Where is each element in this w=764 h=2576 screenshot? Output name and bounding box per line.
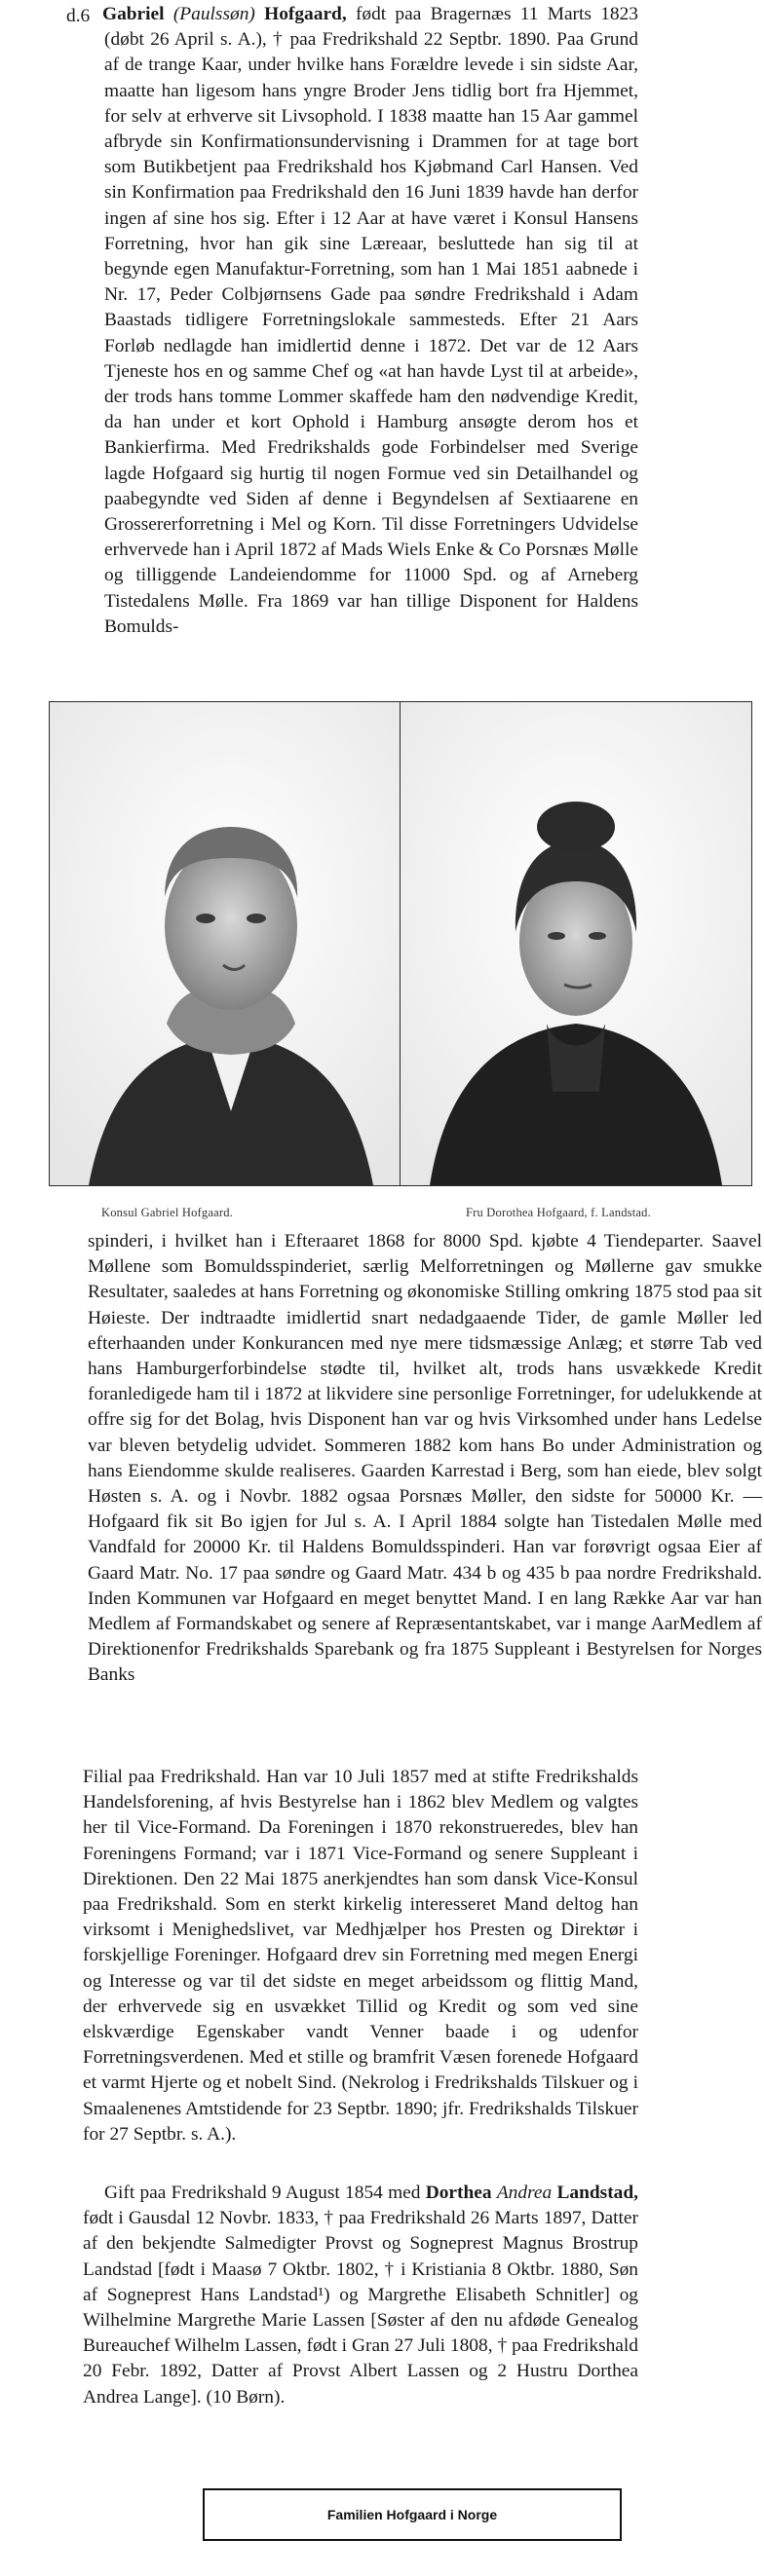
portrait-woman-caption: Fru Dorothea Hofgaard, f. Landstad. [466,1206,651,1219]
person-patronymic: (Paulssøn) [172,4,255,24]
portrait-man-caption: Konsul Gabriel Hofgaard. [101,1206,233,1219]
entry-reference: d.6 [66,6,91,26]
portrait-man-image [50,702,412,1185]
biography-paragraph-3: Filial paa Fredrikshald. Han var 10 Juli 1857 med at stifte Fredrikshalds Handelsforening, af hvis Bestyrelse han i 1862 blev Medlem og valgtes her til Vice-Formand. Da Foreningen i 1870 rekonstrueredes, blev han Foreningens Formand; var i 1871 Vice-Formand og senere Suppleant i Direktionen. Den 22 Mai 1875 anerkjendtes han som dansk Vice-Konsul paa Fredrikshald. Som en sterkt kirkelig interesseret Mand deltog han virksomt i Menighedslivet, var Medhjælper hos Presten og Direktør i forskjellige Foreninger. Hofgaard drev sin Forretning med megen Energi og Interesse og var til det sidste en meget arbeidssom og flittig Mand, der erhvervede sig en usvækket Tillid og Kredit og som ved sine elskværdige Egenskaber vandt Venner baade i og udenfor Forretningsverdenen. Med et stille og bramfrit Væsen forenede Hofgaard et varmt Hjerte og et nobelt Sind. (Nekrolog i Fredrikshalds Tilskuer og i Smaalenenes Amtstidende for 23 Septbr. 1890; jfr. Fredrikshalds Tilskuer for 27 Septbr. s. A.). [83,1767,638,2145]
marriage-text: født i Gausdal 12 Novbr. 1833, † paa Fredrikshald 26 Marts 1897, Datter af den bekjendte Salmedigter Provst og Sogneprest Magnus Brostrup Landstad [født i Maasø 7 Oktbr. 1802, † i Kristiania 8 Oktbr. 1880, Søn af Sogneprest Hans Landstad¹) og Margrethe Elisabeth Schnitler] og Wilhelmine Margrethe Marie Lassen [Søster af den nu afdøde Genealog Bureauchef Wilhelm Lassen, født i Gran 27 Juli 1808, † paa Fredrikshald 20 Febr. 1892, Datter af Provst Albert Lassen og 2 Hustru Dorthea Andrea Lange]. (10 Børn). [83,2208,638,2408]
biography-paragraph-1 [104,2,638,640]
biography-paragraph-2: spinderi, i hvilket han i Efteraaret 1868 for 8000 Spd. kjøbte 4 Tiendeparter. Saavel Møllene som Bomuldsspinderiet, særlig Melforretningen og Møllerne gav smukke Resultater, saaledes at hans Forretning og økonomiske Stilling omkring 1875 stod paa sit Høieste. Der indtraadte imidlertid snart nedadgaaende Tider, de gamle Møller led efterhaanden under Konkurancen med nye mere tidsmæssige Anlæg; et større Tab ved hans Hamburgerforbindelse stødte til, hvilket alt, trods hans usvækkede Kredit foranledigede ham til i 1872 at likvidere sine personlige Forretninger, for udelukkende at offre sig for det Bolag, hvis Disponent han var og hvis Virksomhed under hans Ledelse var bleven betydelig udvidet. Sommeren 1882 kom hans Bo under Administration og hans Eiendomme skulde realiseres. Gaarden Karrestad i Berg, som han eiede, blev solgt Høsten s. A. og i Novbr. 1882 ogsaa Porsnæs Møller, den sidste for 50000 Kr. — Hofgaard fik sit Bo igjen for Jul s. A. I April 1884 solgte han Tistedalen Mølle med Vandfald for 20000 Kr. til Haldens Bomuldsspinderi. Han var forøvrigt ogsaa Eier af Gaard Matr. No. 17 paa søndre og Gaard Matr. 434 b og 435 b paa nordre Fredrikshald. Inden Kommunen var Hofgaard en meget benyttet Mand. I en lang Række Aar var han Medlem af Formandskabet og senere af Repræsentantskabet, var i mange AarMedlem af Direktionenfor Fredrikshalds Sparebank og fra 1875 Suppleant i Bestyrelsen for Norges Banks [88,1231,762,1686]
marriage-paragraph [83,2181,638,2410]
portrait-woman-image [401,702,751,1185]
portrait-woman-frame [400,701,752,1186]
spouse-first-name: Dorthea [425,2183,492,2203]
portrait-section [0,682,764,1233]
portrait-man-frame [49,701,413,1186]
marriage-intro: Gift paa Fredrikshald 9 August 1854 med [104,2183,426,2203]
person-name: Gabriel [102,4,165,24]
person-surname: Hofgaard, [264,4,347,24]
footer-label: Familien Hofgaard i Norge [203,2488,622,2541]
spouse-middle-name: Andrea [496,2183,553,2203]
spouse-surname: Landstad, [556,2183,638,2203]
biography-text-1: født paa Bragernæs 11 Marts 1823 (døbt 26 April s. A.), † paa Fredrikshald 22 Septbr. 1890. Paa Grund af de trange Kaar, under hvilke hans Forældre levede i sin sidste Aar, maatte han ligesom hans yngre Broder Jens tidlig bort fra Hjemmet, for selv at erhverve sit Livsophold. I 1838 maatte han 15 Aar gammel afbryde sin Konfirmationsundervisning i Drammen for at tage bort som Butikbetjent paa Fredrikshald hos Kjøbmand Carl Hansen. Ved sin Konfirmation paa Fredrikshald den 16 Juni 1839 havde han derfor ingen af sine hos sig. Efter i 12 Aar at have været i Konsul Hansens Forretning, hvor han gik sine Læreaar, besluttede han sig til at begynde egen Manufaktur-Forretning, som han 1 Mai 1851 aabnede i Nr. 17, Peder Colbjørnsens Gade paa søndre Fredrikshald i Adam Baastads tidligere Forretningslokale sammesteds. Efter 21 Aars Forløb nedlagde han imidlertid denne i 1872. Det var de 12 Aars Tjeneste hos en og samme Chef og «at han havde Lyst til at arbeide», der trods hans tomme Lommer skaffede ham den nødvendige Kredit, da han under et kort Ophold i Hamburg ansøgte derom hos et Bankierfirma. Med Fredrikshalds gode Forbindelser med Sverige lagde Hofgaard sig hurtig til nogen Formue ved sin Detailhandel og paabegyndte ved Siden af denne i Begyndelsen af Sextiaarene en Grossererforretning i Mel og Korn. Til disse Forretningers Udvidelse erhvervede han i April 1872 af Mads Wiels Enke & Co Porsnæs Mølle og tilliggende Landeiendomme for 11000 Spd. og af Arneberg Tistedalens Mølle. Fra 1869 var han tillige Disponent for Haldens Bomulds- [104,4,638,637]
